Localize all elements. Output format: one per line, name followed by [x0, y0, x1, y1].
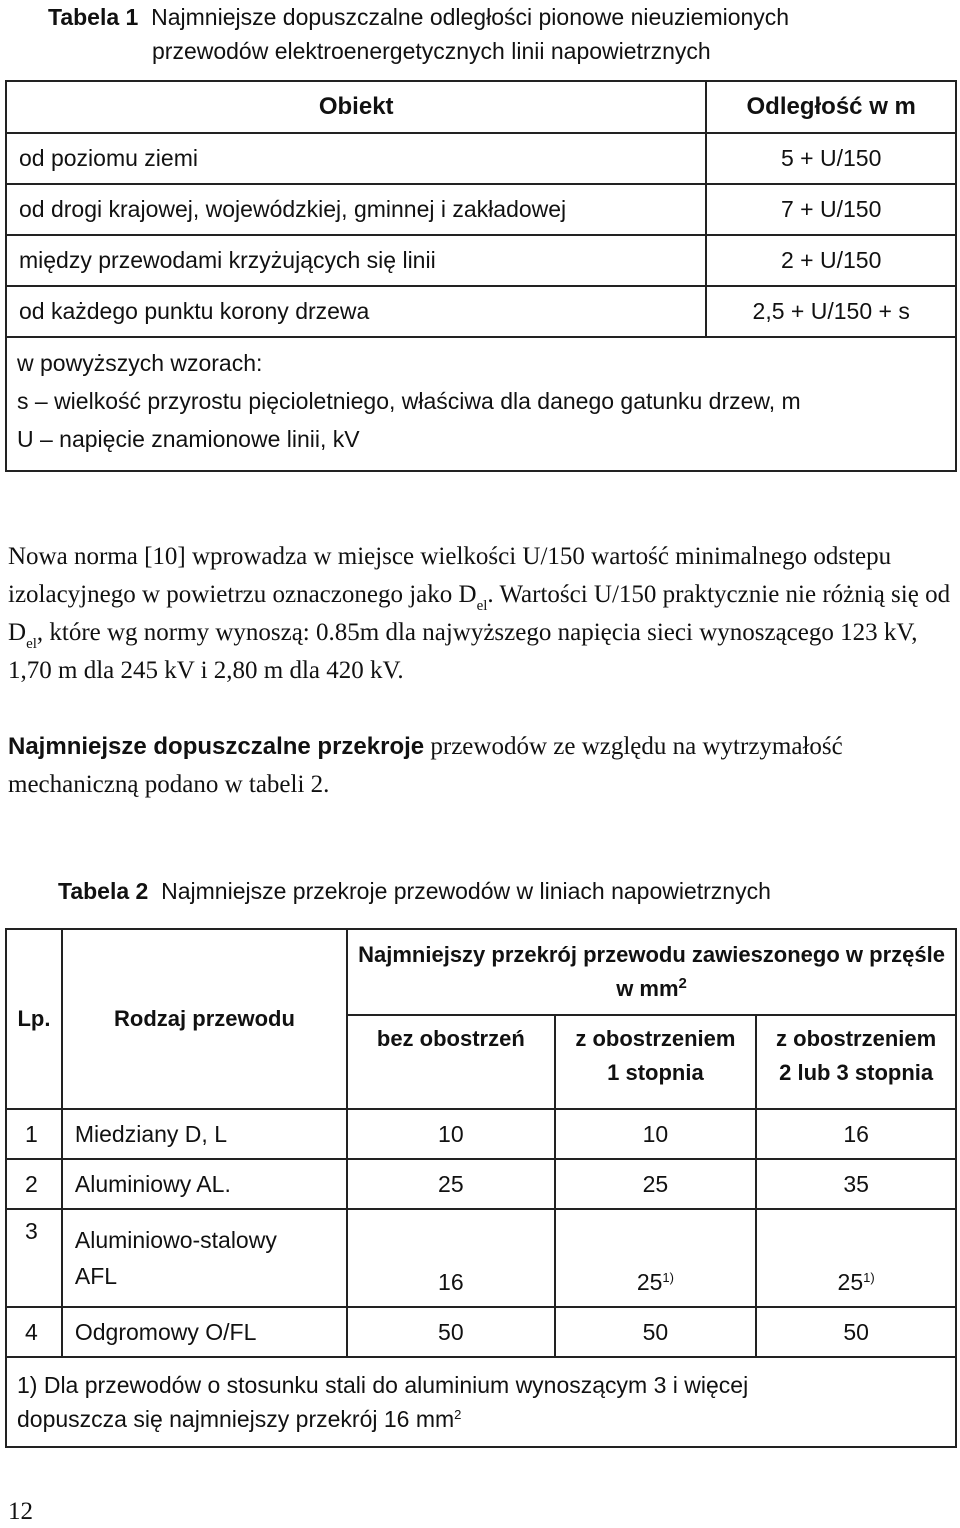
table2-header-col1: bez obostrzeń — [347, 1015, 554, 1109]
body-paragraph — [8, 728, 952, 804]
table1-header-object: Obiekt — [6, 81, 706, 133]
table-row — [6, 1109, 956, 1159]
table2-lp-cell: 4 — [6, 1307, 62, 1357]
table1-distance-cell: 5 + U/150 — [706, 133, 956, 184]
table2-type-cell: Odgromowy O/FL — [62, 1307, 347, 1357]
table2-label: Tabela 2 — [58, 878, 149, 904]
table2-value-cell: 50 — [756, 1307, 956, 1357]
table2-type-line2: AFL — [74, 1263, 118, 1289]
table2-value-cell: 10 — [347, 1109, 554, 1159]
table2-value-cell: 25 — [555, 1159, 757, 1209]
table2-value-cell: 10 — [555, 1109, 757, 1159]
table1-title-line2: przewodów elektroenergetycznych linii napowietrznych — [152, 38, 711, 64]
table2-footnote — [6, 1357, 956, 1447]
paragraph1-part2: . Wartości U/150 praktycznie nie różnią się od D — [8, 581, 951, 646]
table2-footnote-row — [6, 1357, 956, 1447]
table-row — [6, 235, 956, 286]
table2-type-cell: Aluminiowy AL. — [62, 1159, 347, 1209]
table2 — [5, 928, 957, 1448]
table2-value-cell: 50 — [347, 1307, 554, 1357]
table2-header-col3-line2: 2 lub 3 stopnia — [779, 1060, 934, 1085]
table1-distance-cell: 2,5 + U/150 + s — [706, 286, 956, 337]
paragraph1-part1: Nowa norma [10] wprowadza w miejsce wielkości U/150 wartość minimalnego odstepu izolacyjnego w powietrzu oznaczonego jako D — [8, 543, 892, 608]
table2-header-lp: Lp. — [6, 929, 62, 1109]
table1-note-line: w powyższych wzorach: — [17, 350, 263, 376]
table2-header-col3-line1: z obostrzeniem — [776, 1026, 937, 1051]
table1-object-cell: między przewodami krzyżujących się linii — [6, 235, 706, 286]
footnote-marker: 1) — [662, 1270, 674, 1285]
footnote-marker: 1) — [863, 1270, 875, 1285]
table-row — [6, 1159, 956, 1209]
table1-distance-cell: 7 + U/150 — [706, 184, 956, 235]
table2-lp-cell: 2 — [6, 1159, 62, 1209]
table-row — [6, 133, 956, 184]
table2-footnote-line1: 1) Dla przewodów o stosunku stali do aluminium wynoszącym 3 i więcej — [17, 1372, 749, 1398]
table1-note-line: U – napięcie znamionowe linii, kV — [17, 426, 360, 452]
table1-notes — [6, 337, 956, 471]
table1-header-distance: Odległość w m — [706, 81, 956, 133]
table2-header-col3 — [756, 1015, 956, 1109]
table2-footnote-line2 — [17, 1402, 945, 1436]
paragraph1-subscript: el — [26, 636, 37, 652]
table2-value-cell — [756, 1209, 956, 1307]
table2-value-cell: 16 — [756, 1109, 956, 1159]
paragraph2-bold: Najmniejsze dopuszczalne przekroje — [8, 733, 425, 760]
paragraph1-part3: , które wg normy wynoszą: 0.85m dla najwyższego napięcia sieci wynoszącego 123 kV, 1,70 m dla 245 kV i 2,80 m dla 420 kV. — [8, 619, 918, 684]
table1-object-cell: od drogi krajowej, wojewódzkiej, gminnej i zakładowej — [6, 184, 706, 235]
table1-notes-row — [6, 337, 956, 471]
table2-lp-cell: 1 — [6, 1109, 62, 1159]
table2-value-text: 25 — [636, 1269, 663, 1295]
page-number: 12 — [8, 1498, 33, 1525]
table1-title-line1: Najmniejsze dopuszczalne odległości pionowe nieuziemionych — [151, 4, 790, 30]
table-row — [6, 1307, 956, 1357]
table-row — [6, 184, 956, 235]
table-row — [6, 286, 956, 337]
table2-type-line1: Aluminiowo-stalowy — [74, 1227, 277, 1253]
table2-value-cell — [555, 1209, 757, 1307]
table1-label: Tabela 1 — [48, 4, 139, 30]
table1-object-cell: od poziomu ziemi — [6, 133, 706, 184]
table2-value-text: 25 — [837, 1269, 864, 1295]
table2-value-cell: 25 — [347, 1159, 554, 1209]
table1-distance-cell: 2 + U/150 — [706, 235, 956, 286]
table2-value-cell: 50 — [555, 1307, 757, 1357]
table1 — [5, 80, 957, 472]
table2-title: Najmniejsze przekroje przewodów w liniach napowietrznych — [161, 878, 771, 904]
paragraph1-subscript: el — [476, 598, 488, 614]
table2-header-col2-line1: z obostrzeniem — [575, 1026, 736, 1051]
table2-header-group — [347, 929, 956, 1015]
table2-footnote-sup: 2 — [454, 1407, 462, 1422]
table2-header-row — [6, 929, 956, 1015]
table2-header-type: Rodzaj przewodu — [62, 929, 347, 1109]
table1-header-row — [6, 81, 956, 133]
table2-header-group-sup: 2 — [678, 975, 687, 992]
table1-object-cell: od każdego punktu korony drzewa — [6, 286, 706, 337]
body-paragraph — [8, 538, 952, 690]
table2-value-cell: 35 — [756, 1159, 956, 1209]
table-row — [6, 1209, 956, 1307]
table2-type-cell: Miedziany D, L — [62, 1109, 347, 1159]
table1-caption — [48, 0, 948, 68]
paragraph2-rest: przewodów ze względu na wytrzymałość mechaniczną podano w tabeli 2. — [8, 733, 843, 798]
table2-footnote-line2-text: dopuszcza się najmniejszy przekrój 16 mm — [17, 1406, 455, 1432]
table2-header-col2 — [555, 1015, 757, 1109]
table1-note-line: s – wielkość przyrostu pięcioletniego, właściwa dla danego gatunku drzew, m — [17, 388, 801, 414]
table2-type-cell — [62, 1209, 347, 1307]
table2-header-col2-line2: 1 stopnia — [607, 1060, 704, 1085]
table2-lp-cell: 3 — [6, 1209, 62, 1307]
table2-caption — [58, 878, 771, 905]
table2-value-cell: 16 — [347, 1209, 554, 1307]
table2-header-group-text: Najmniejszy przekrój przewodu zawieszonego w przęśle w mm — [358, 942, 945, 1001]
